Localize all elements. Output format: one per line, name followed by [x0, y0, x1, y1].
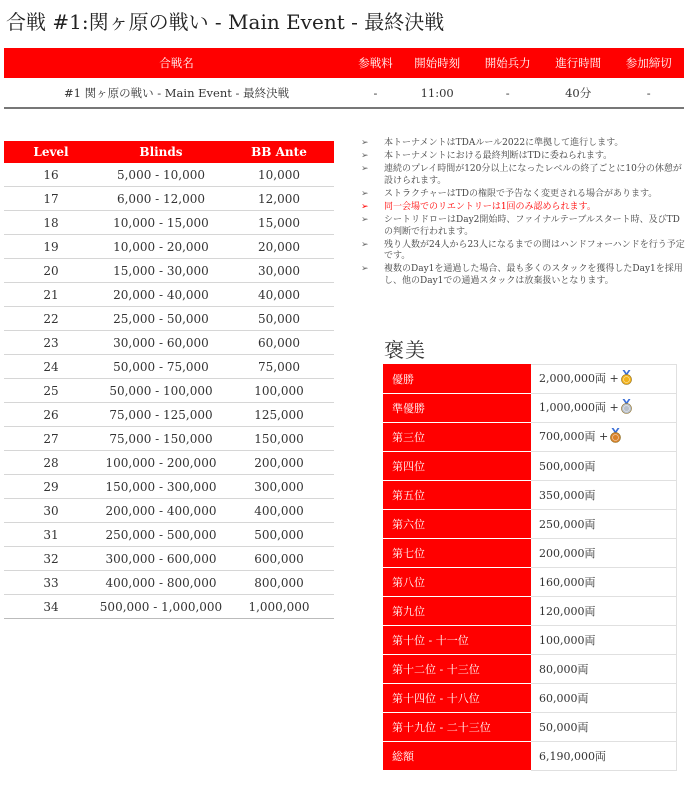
- blinds-row: [4, 211, 334, 235]
- prize-place: 準優勝: [384, 394, 531, 423]
- prize-amount: 250,000両: [539, 518, 596, 531]
- blinds-row: [4, 259, 334, 283]
- blinds-row: [4, 499, 334, 523]
- blinds-ante-cell: 100,000: [224, 379, 334, 403]
- prize-amount: 700,000両 +: [539, 430, 609, 443]
- blinds-level-cell: 17: [4, 187, 98, 211]
- blinds-ante-cell: 400,000: [224, 499, 334, 523]
- blinds-value-cell: 50,000 - 100,000: [98, 379, 224, 403]
- arrow-bullet-icon: ➢: [361, 188, 369, 199]
- arrow-bullet-icon: ➢: [361, 164, 369, 175]
- event-header-row: [4, 48, 684, 78]
- blinds-level-cell: 21: [4, 283, 98, 307]
- prize-amount-cell: [531, 713, 677, 742]
- blinds-row: [4, 523, 334, 547]
- prize-row: [384, 597, 677, 626]
- rule-note: [358, 189, 686, 201]
- prize-place: 第七位: [384, 539, 531, 568]
- prize-amount: 1,000,000両 +: [539, 401, 619, 414]
- prize-row: [384, 481, 677, 510]
- blind-structure-table: [4, 141, 334, 619]
- event-header-starting-stack: 開始兵力: [472, 48, 543, 78]
- arrow-bullet-icon: ➢: [361, 201, 369, 212]
- blinds-ante-cell: 200,000: [224, 451, 334, 475]
- prize-place: 第十四位 - 十八位: [384, 684, 531, 713]
- prize-amount-cell: [531, 539, 677, 568]
- prize-amount: 160,000両: [539, 576, 596, 589]
- blinds-row: [4, 163, 334, 187]
- rule-note: [358, 164, 686, 187]
- blinds-value-cell: 30,000 - 60,000: [98, 331, 224, 355]
- bronze-medal-icon: [609, 428, 622, 446]
- prize-amount: 500,000両: [539, 460, 596, 473]
- prize-place: 第十位 - 十一位: [384, 626, 531, 655]
- blinds-level-cell: 34: [4, 595, 98, 619]
- blinds-row: [4, 475, 334, 499]
- prize-amount-cell: [531, 655, 677, 684]
- blinds-row: [4, 379, 334, 403]
- prize-amount-cell: [531, 742, 677, 771]
- prize-row: [384, 626, 677, 655]
- event-header-late-reg: 参加締切: [613, 48, 684, 78]
- blinds-header-level: Level: [4, 141, 98, 163]
- blinds-ante-cell: 800,000: [224, 571, 334, 595]
- rule-note-text: ストラクチャーはTDの権限で予告なく変更される場合があります。: [384, 188, 658, 199]
- blinds-row: [4, 571, 334, 595]
- blinds-ante-cell: 10,000: [224, 163, 334, 187]
- blinds-row: [4, 187, 334, 211]
- prize-row: [384, 568, 677, 597]
- blinds-value-cell: 5,000 - 10,000: [98, 163, 224, 187]
- blinds-value-cell: 250,000 - 500,000: [98, 523, 224, 547]
- blinds-ante-cell: 500,000: [224, 523, 334, 547]
- rule-note-text: 本トーナメントにおける最終判断はTDに委ねられます。: [384, 151, 613, 162]
- arrow-bullet-icon: ➢: [361, 215, 369, 226]
- rule-note-text: 連続のプレイ時間が120分以上になったレベルの終了ごとに10分の休憩が設けられます。: [384, 164, 682, 186]
- blinds-value-cell: 150,000 - 300,000: [98, 475, 224, 499]
- prize-row: [384, 394, 677, 423]
- prize-place: 第四位: [384, 452, 531, 481]
- blinds-value-cell: 400,000 - 800,000: [98, 571, 224, 595]
- page-title: 合戦 #1:関ヶ原の戦い - Main Event - 最終決戦: [6, 10, 445, 34]
- event-header-start-time: 開始時刻: [402, 48, 473, 78]
- rule-note-text: 本トーナメントはTDAルール2022に準拠して進行します。: [384, 138, 624, 148]
- rule-note: [358, 240, 686, 263]
- blinds-ante-cell: 600,000: [224, 547, 334, 571]
- event-info-table: [4, 48, 684, 109]
- blinds-row: [4, 331, 334, 355]
- blinds-level-cell: 27: [4, 427, 98, 451]
- blinds-ante-cell: 60,000: [224, 331, 334, 355]
- prize-row: [384, 452, 677, 481]
- blinds-row: [4, 451, 334, 475]
- prize-amount-cell: [531, 597, 677, 626]
- prize-amount: 60,000両: [539, 692, 589, 705]
- prize-row: [384, 655, 677, 684]
- silver-medal-icon: [620, 399, 633, 417]
- prize-row: [384, 742, 677, 771]
- blinds-value-cell: 15,000 - 30,000: [98, 259, 224, 283]
- prize-place: 第五位: [384, 481, 531, 510]
- blinds-ante-cell: 1,000,000: [224, 595, 334, 619]
- blinds-row: [4, 283, 334, 307]
- gold-medal-icon: [620, 370, 633, 388]
- prize-amount-cell: [531, 626, 677, 655]
- blinds-level-cell: 32: [4, 547, 98, 571]
- rule-note: [358, 264, 686, 287]
- blinds-row: [4, 547, 334, 571]
- blinds-level-cell: 20: [4, 259, 98, 283]
- prize-place: 第九位: [384, 597, 531, 626]
- prize-row: [384, 713, 677, 742]
- blinds-row: [4, 355, 334, 379]
- event-start-time: 11:00: [402, 78, 473, 108]
- blinds-ante-cell: 125,000: [224, 403, 334, 427]
- event-row: [4, 78, 684, 108]
- blinds-level-cell: 26: [4, 403, 98, 427]
- prize-place: 第八位: [384, 568, 531, 597]
- blinds-ante-cell: 20,000: [224, 235, 334, 259]
- prize-amount: 350,000両: [539, 489, 596, 502]
- blinds-level-cell: 23: [4, 331, 98, 355]
- blinds-value-cell: 100,000 - 200,000: [98, 451, 224, 475]
- blinds-value-cell: 6,000 - 12,000: [98, 187, 224, 211]
- blinds-ante-cell: 15,000: [224, 211, 334, 235]
- prize-place: 第六位: [384, 510, 531, 539]
- arrow-bullet-icon: ➢: [361, 151, 369, 162]
- prize-amount-cell: [531, 452, 677, 481]
- event-name: #1 関ヶ原の戦い - Main Event - 最終決戦: [4, 78, 349, 108]
- blinds-level-cell: 22: [4, 307, 98, 331]
- blinds-ante-cell: 150,000: [224, 427, 334, 451]
- prize-row: [384, 423, 677, 452]
- prize-amount: 50,000両: [539, 721, 589, 734]
- blinds-row: [4, 307, 334, 331]
- prize-place: 第三位: [384, 423, 531, 452]
- blinds-level-cell: 25: [4, 379, 98, 403]
- arrow-bullet-icon: ➢: [361, 239, 369, 250]
- rule-note-text: 複数のDay1を通過した場合、最も多くのスタックを獲得したDay1を採用し、他のDay1での通過スタックは放棄扱いとなります。: [384, 264, 683, 287]
- event-fee: -: [349, 78, 402, 108]
- event-header-fee: 参戦料: [349, 48, 402, 78]
- prize-row: [384, 684, 677, 713]
- blinds-value-cell: 10,000 - 15,000: [98, 211, 224, 235]
- event-level-duration: 40分: [543, 78, 614, 108]
- rule-note: [358, 202, 686, 214]
- prize-place: 第十九位 - 二十三位: [384, 713, 531, 742]
- blinds-value-cell: 10,000 - 20,000: [98, 235, 224, 259]
- event-starting-stack: -: [472, 78, 543, 108]
- prize-place: 第十二位 - 十三位: [384, 655, 531, 684]
- prize-place: 総額: [384, 742, 531, 771]
- event-late-reg: -: [613, 78, 684, 108]
- rules-notes-list: [358, 138, 686, 289]
- blinds-value-cell: 200,000 - 400,000: [98, 499, 224, 523]
- prize-amount-cell: [531, 423, 677, 452]
- blinds-ante-cell: 50,000: [224, 307, 334, 331]
- blinds-value-cell: 300,000 - 600,000: [98, 547, 224, 571]
- blinds-level-cell: 24: [4, 355, 98, 379]
- prize-amount-cell: [531, 394, 677, 423]
- prize-row: [384, 539, 677, 568]
- prize-amount-cell: [531, 568, 677, 597]
- blinds-value-cell: 500,000 - 1,000,000: [98, 595, 224, 619]
- arrow-bullet-icon: ➢: [361, 138, 369, 148]
- prize-amount-cell: [531, 481, 677, 510]
- blinds-level-cell: 33: [4, 571, 98, 595]
- blinds-ante-cell: 30,000: [224, 259, 334, 283]
- arrow-bullet-icon: ➢: [361, 264, 369, 275]
- prize-amount-cell: [531, 365, 677, 394]
- blinds-row: [4, 595, 334, 619]
- prize-place: 優勝: [384, 365, 531, 394]
- event-header-level-duration: 進行時間: [543, 48, 614, 78]
- blinds-level-cell: 16: [4, 163, 98, 187]
- prize-amount: 120,000両: [539, 605, 596, 618]
- prize-amount-cell: [531, 684, 677, 713]
- prize-row: [384, 510, 677, 539]
- blinds-row: [4, 403, 334, 427]
- rule-note-text: 同一会場でのリエントリーは1回のみ認められます。: [384, 201, 596, 212]
- blinds-level-cell: 30: [4, 499, 98, 523]
- prize-amount: 100,000両: [539, 634, 596, 647]
- prize-table: [383, 364, 677, 771]
- blinds-ante-cell: 300,000: [224, 475, 334, 499]
- rule-note: [358, 138, 686, 150]
- blinds-level-cell: 28: [4, 451, 98, 475]
- blinds-ante-cell: 75,000: [224, 355, 334, 379]
- blinds-header-row: [4, 141, 334, 163]
- event-header-name: 合戦名: [4, 48, 349, 78]
- prize-amount-cell: [531, 510, 677, 539]
- blinds-level-cell: 29: [4, 475, 98, 499]
- blinds-value-cell: 20,000 - 40,000: [98, 283, 224, 307]
- blinds-value-cell: 75,000 - 125,000: [98, 403, 224, 427]
- blinds-row: [4, 427, 334, 451]
- blinds-value-cell: 75,000 - 150,000: [98, 427, 224, 451]
- prize-amount: 2,000,000両 +: [539, 372, 619, 385]
- prize-amount: 6,190,000両: [539, 750, 606, 763]
- prize-row: [384, 365, 677, 394]
- blinds-value-cell: 50,000 - 75,000: [98, 355, 224, 379]
- blinds-value-cell: 25,000 - 50,000: [98, 307, 224, 331]
- blinds-ante-cell: 12,000: [224, 187, 334, 211]
- prize-amount: 200,000両: [539, 547, 596, 560]
- rule-note: [358, 151, 686, 163]
- rule-note-text: 残り人数が24人から23人になるまでの間はハンドフォーハンドを行う予定です。: [384, 239, 685, 262]
- blinds-level-cell: 19: [4, 235, 98, 259]
- blinds-row: [4, 235, 334, 259]
- rule-note-text: シートリドローはDay2開始時、ファイナルテーブルスタート時、及びTDの判断で行われます。: [384, 215, 680, 237]
- blinds-header-ante: BB Ante: [224, 141, 334, 163]
- prize-title: 褒美: [384, 338, 426, 362]
- blinds-ante-cell: 40,000: [224, 283, 334, 307]
- blinds-level-cell: 31: [4, 523, 98, 547]
- blinds-level-cell: 18: [4, 211, 98, 235]
- rule-note: [358, 215, 686, 238]
- prize-amount: 80,000両: [539, 663, 589, 676]
- blinds-header-blinds: Blinds: [98, 141, 224, 163]
